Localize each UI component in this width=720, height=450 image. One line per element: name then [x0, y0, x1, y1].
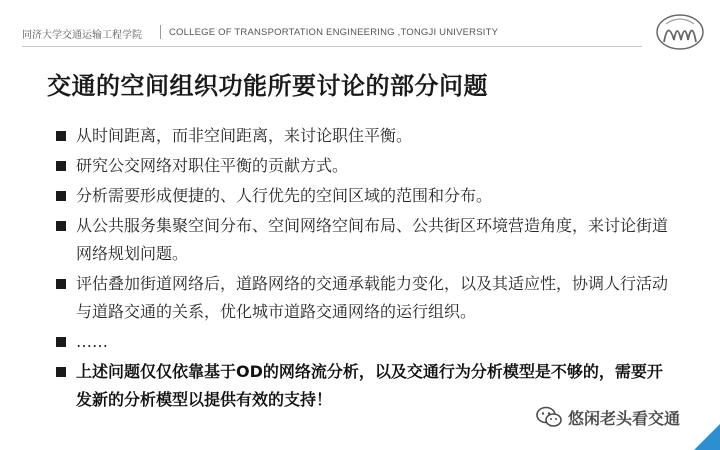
- header-separator: [160, 25, 161, 39]
- bullet-text: 研究公交网络对职住平衡的贡献方式。: [76, 156, 349, 175]
- bullet-square-icon: [56, 161, 66, 171]
- bullet-text: 分析需要形成便捷的、人行优先的空间区域的范围和分布。: [76, 186, 493, 205]
- watermark: [536, 404, 680, 430]
- watermark-text: 悠闲老头看交通: [568, 408, 681, 428]
- bullet-item: [56, 212, 676, 268]
- bullet-text: 上述问题仅仅依靠基于OD的网络流分析，以及交通行为分析模型是不够的，需要开发新的分析模型以提供有效的支持！: [76, 362, 663, 409]
- bullet-item: [56, 122, 676, 150]
- corner-accent: [690, 420, 720, 450]
- bullet-square-icon: [56, 367, 66, 377]
- bullet-text: 从公共服务集聚空间分布、空间网络空间布局、公共街区环境营造角度，来讨论街道网络规划问题。: [76, 216, 669, 263]
- wechat-icon: [536, 406, 562, 428]
- bullet-item: [56, 328, 676, 356]
- bullet-item: [56, 152, 676, 180]
- slide-header: [0, 0, 720, 52]
- university-logo-icon: [654, 10, 706, 52]
- slide-title: 交通的空间组织功能所要讨论的部分问题: [47, 72, 488, 100]
- bullet-text: ……: [76, 332, 108, 351]
- bullet-item: [56, 182, 676, 210]
- bullet-square-icon: [56, 279, 66, 289]
- bullet-item: [56, 270, 676, 326]
- header-rule: [22, 46, 642, 47]
- bullet-square-icon: [56, 221, 66, 231]
- bullet-square-icon: [56, 131, 66, 141]
- bullet-square-icon: [56, 337, 66, 347]
- bullet-list: [56, 122, 676, 416]
- bullet-text: 从时间距离，而非空间距离，来讨论职住平衡。: [76, 126, 413, 145]
- school-name-en: COLLEGE OF TRANSPORTATION ENGINEERING ,TONGJI UNIVERSITY: [169, 27, 499, 38]
- school-name-cn: 同济大学交通运输工程学院: [22, 30, 142, 41]
- bullet-square-icon: [56, 191, 66, 201]
- bullet-text: 评估叠加街道网络后，道路网络的交通承载能力变化，以及其适应性，协调人行活动与道路交通的关系，优化城市道路交通网络的运行组织。: [76, 274, 669, 321]
